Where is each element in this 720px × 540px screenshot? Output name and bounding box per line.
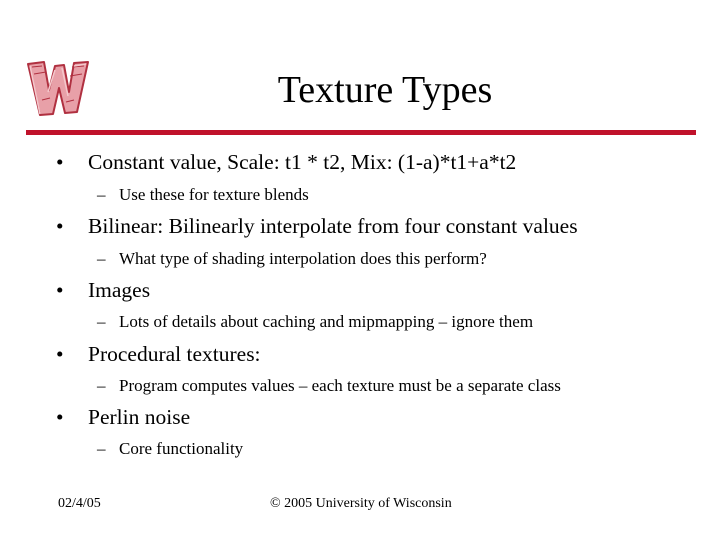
sub-bullet-glyph: – [97, 439, 106, 458]
footer-copyright: © 2005 University of Wisconsin [270, 496, 452, 511]
bullet-text: Bilinear: Bilinearly interpolate from four constant values [88, 214, 578, 238]
bullet-glyph: • [56, 150, 64, 174]
bullet-text: Images [88, 278, 151, 302]
bullet-item [56, 212, 578, 240]
sub-bullet-glyph: – [97, 185, 106, 204]
sub-bullet-glyph: – [97, 376, 106, 395]
sub-bullet-text: Use these for texture blends [119, 185, 309, 204]
sub-bullet-item [97, 438, 243, 460]
bullet-item [56, 276, 150, 304]
bullet-text: Perlin noise [88, 405, 191, 429]
sub-bullet-item [97, 311, 533, 333]
bullet-glyph: • [56, 342, 64, 366]
sub-bullet-item [97, 375, 561, 397]
bullet-item [56, 403, 190, 431]
bullet-text: Constant value, Scale: t1 * t2, Mix: (1-a)*t1+a*t2 [88, 150, 517, 174]
bullet-text: Procedural textures: [88, 342, 261, 366]
footer-date: 02/4/05 [58, 496, 101, 511]
sub-bullet-text: What type of shading interpolation does this perform? [119, 249, 487, 268]
sub-bullet-text: Core functionality [119, 439, 244, 458]
sub-bullet-glyph: – [97, 312, 106, 331]
bullet-glyph: • [56, 278, 64, 302]
sub-bullet-text: Program computes values – each texture must be a separate class [119, 376, 561, 395]
sub-bullet-text: Lots of details about caching and mipmapping – ignore them [119, 312, 534, 331]
slide-title: Texture Types [277, 69, 493, 111]
bullet-item [56, 148, 516, 176]
bullet-item [56, 340, 261, 368]
bullet-glyph: • [56, 405, 64, 429]
bullet-glyph: • [56, 214, 64, 238]
sub-bullet-item [97, 184, 309, 206]
sub-bullet-glyph: – [97, 249, 106, 268]
sub-bullet-item [97, 248, 487, 270]
